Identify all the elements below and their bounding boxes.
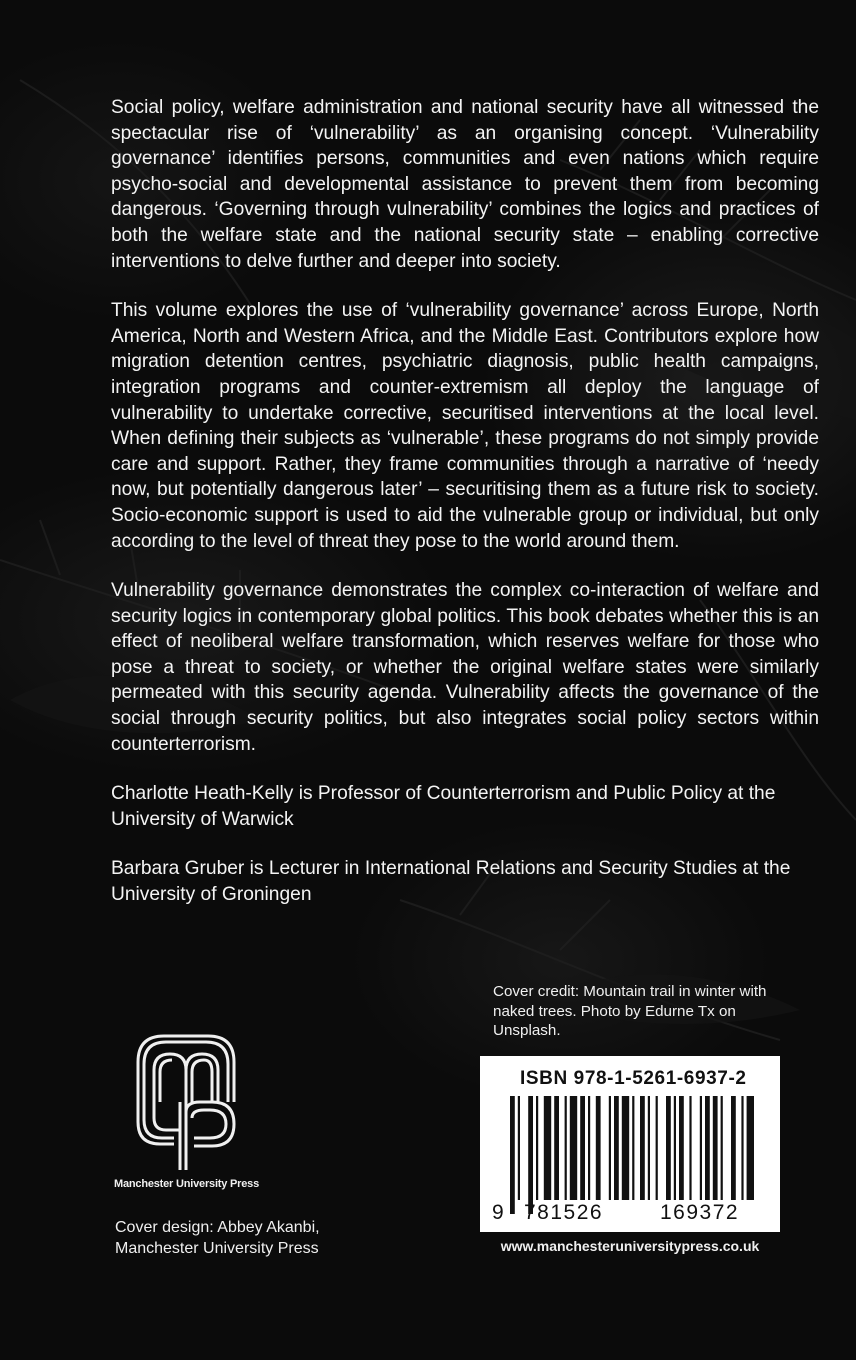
- cover-design-credit: [115, 1217, 320, 1259]
- barcode-bar: [554, 1096, 559, 1200]
- barcode-bar: [679, 1096, 684, 1200]
- barcode-bar: [666, 1096, 671, 1200]
- barcode-bar: [588, 1096, 590, 1200]
- author-bio-2: Barbara Gruber is Lecturer in International Relations and Security Studies at the University of Groningen: [111, 858, 791, 906]
- barcode-bar: [622, 1096, 629, 1200]
- barcode-bar: [536, 1096, 538, 1200]
- barcode-bar: [731, 1096, 736, 1200]
- blurb-paragraph-1: Social policy, welfare administration and national security have all witnessed the spectacular rise of ‘vulnerability’ as an organising concept. ‘Vulnerability governance’ identifies persons, communities and even nations which require psycho-social and developmental assistance to prevent them from becoming dangerous. ‘Governing through vulnerability’ combines the logics and practices of both the welfare state and the national security state – enabling corrective interventions to delve further and deeper into society.: [111, 97, 819, 272]
- isbn-label: ISBN 978-1-5261-6937-2: [520, 1068, 747, 1089]
- barcode-bar: [596, 1096, 601, 1200]
- barcode-bar: [565, 1096, 567, 1200]
- barcode-bar: [648, 1096, 650, 1200]
- barcode-bar: [741, 1096, 743, 1200]
- isbn-barcode: [480, 1056, 780, 1232]
- cover-design-line-2: Manchester University Press: [115, 1240, 319, 1257]
- barcode-bar: [640, 1096, 645, 1200]
- mup-monogram-icon: [134, 1032, 238, 1172]
- barcode-bar: [700, 1096, 702, 1200]
- publisher-logo: [110, 1032, 270, 1190]
- barcode-bar: [544, 1096, 551, 1200]
- cover-design-line-1: Cover design: Abbey Akanbi,: [115, 1219, 320, 1236]
- barcode-bar: [632, 1096, 634, 1200]
- barcode-bar: [528, 1096, 533, 1214]
- barcode-bar: [747, 1096, 754, 1200]
- author-bio-1: Charlotte Heath-Kelly is Professor of Counterterrorism and Public Policy at the University of Warwick: [111, 783, 776, 830]
- barcode-digits-left: 781526: [524, 1201, 604, 1224]
- barcode-bar: [705, 1096, 710, 1200]
- barcode-bar: [580, 1096, 585, 1200]
- blurb-text: [111, 95, 819, 932]
- barcode-digit-first: 9: [492, 1201, 506, 1224]
- publisher-website: www.manchesteruniversitypress.co.uk: [500, 1238, 760, 1254]
- cover-credit: Cover credit: Mountain trail in winter with naked trees. Photo by Edurne Tx on Unsplash.: [493, 983, 767, 1040]
- barcode-bar: [570, 1096, 577, 1200]
- blurb-paragraph-2: This volume explores the use of ‘vulnerability governance’ across Europe, North America, North and Western Africa, and the Middle East. Contributors explore how migration detention centres, psychiatric diagnosis, public health campaigns, integration programs and counter-extremism all deploy the language of vulnerability to undertake corrective, securitised interventions at the local level. When defining their subjects as ‘vulnerable’, these programs do not simply provide care and support. Rather, they frame communities through a narrative of ‘needy now, but potentially dangerous later’ – securitising them as a future risk to society. Socio-economic support is used to aid the vulnerable group or individual, but only according to the level of threat they pose to the world around them.: [111, 300, 819, 552]
- barcode-bar: [689, 1096, 691, 1200]
- barcode-bar: [721, 1096, 723, 1200]
- publisher-name: Manchester University Press: [114, 1178, 260, 1190]
- barcode-bar: [614, 1096, 619, 1200]
- barcode-bar: [656, 1096, 658, 1200]
- barcode-bar: [609, 1096, 611, 1200]
- barcode-bar: [518, 1096, 520, 1200]
- barcode-bar: [674, 1096, 676, 1200]
- barcode-digits-right: 169372: [660, 1201, 740, 1224]
- blurb-paragraph-3: Vulnerability governance demonstrates the complex co-interaction of welfare and security logics in contemporary global politics. This book debates whether this is an effect of neoliberal welfare transformation, which reserves welfare for those who pose a threat to society, or whether the original welfare states were similarly permeated with this security agenda. Vulnerability affects the governance of the social through security politics, but also integrates social policy sectors within counterterrorism.: [111, 580, 819, 755]
- barcode-bar: [713, 1096, 718, 1200]
- barcode-bar: [510, 1096, 515, 1214]
